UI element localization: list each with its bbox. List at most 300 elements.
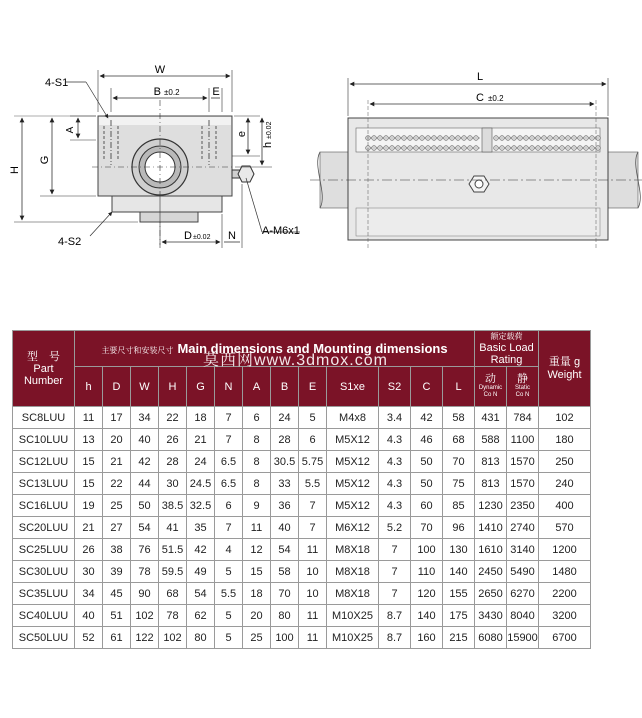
table-cell: M8X18 — [327, 561, 379, 583]
table-cell: 431 — [475, 407, 507, 429]
weight-cn: 重量 g — [548, 355, 581, 368]
ball-bearing — [414, 146, 419, 151]
table-cell: 122 — [131, 627, 159, 649]
table-cell: 41 — [159, 517, 187, 539]
table-cell: 1230 — [475, 495, 507, 517]
column-header-g: G — [187, 367, 215, 407]
table-cell: 4.3 — [379, 451, 411, 473]
table-cell: 17 — [103, 407, 131, 429]
load-rating-en2: Rating — [490, 354, 523, 366]
ball-bearing — [432, 136, 437, 141]
ball-bearing — [500, 146, 505, 151]
table-body — [13, 407, 591, 649]
ball-bearing — [426, 146, 431, 151]
table-cell: 102 — [539, 407, 591, 429]
column-header-d: D — [103, 367, 131, 407]
column-header-h: h — [75, 367, 103, 407]
ball-bearing — [572, 146, 577, 151]
technical-drawings — [0, 0, 642, 300]
ball-bearing — [554, 136, 559, 141]
ball-bearing — [494, 136, 499, 141]
table-cell: 50 — [411, 451, 443, 473]
table-row — [13, 517, 591, 539]
ball-bearing — [474, 146, 479, 151]
dim-H: H — [9, 166, 21, 174]
part-number-cell: SC25LUU — [13, 539, 75, 561]
dim-e: e — [236, 130, 248, 138]
dimension-table — [12, 330, 591, 649]
table-cell: 8.7 — [379, 627, 411, 649]
table-cell: 813 — [475, 451, 507, 473]
table-cell: 42 — [131, 451, 159, 473]
table-cell: 40 — [131, 429, 159, 451]
table-row — [13, 605, 591, 627]
ball-bearing — [414, 136, 419, 141]
table-cell: 1100 — [507, 429, 539, 451]
table-cell: 8.7 — [379, 605, 411, 627]
table-row — [13, 583, 591, 605]
table-cell: 7 — [379, 583, 411, 605]
ball-bearing — [578, 146, 583, 151]
label-A-M6x1: A-M6x1 — [262, 225, 300, 237]
part-number-cell: SC8LUU — [13, 407, 75, 429]
table-cell: 68 — [443, 429, 475, 451]
table-cell: 32.5 — [187, 495, 215, 517]
table-row — [13, 627, 591, 649]
dim-L: L — [476, 71, 484, 83]
main-dimensions-header — [75, 331, 475, 367]
part-number-cn: 型 号 — [27, 350, 60, 363]
table-cell: 1410 — [475, 517, 507, 539]
table-cell: 2200 — [539, 583, 591, 605]
table-cell: 8 — [243, 451, 271, 473]
table-cell: 813 — [475, 473, 507, 495]
table-cell: 21 — [75, 517, 103, 539]
table-cell: M5X12 — [327, 451, 379, 473]
ball-bearing — [542, 136, 547, 141]
column-header-s2: S2 — [379, 367, 411, 407]
table-cell: 400 — [539, 495, 591, 517]
table-cell: 70 — [271, 583, 299, 605]
table-cell: 2450 — [475, 561, 507, 583]
table-cell: 54 — [131, 517, 159, 539]
table-cell: 50 — [411, 473, 443, 495]
table-cell: 10 — [299, 561, 327, 583]
dim-D-tol: ±0.02 — [193, 234, 211, 241]
static-en: Static — [514, 385, 530, 391]
table-cell: 6270 — [507, 583, 539, 605]
part-number-cell: SC16LUU — [13, 495, 75, 517]
ball-bearing — [560, 136, 565, 141]
ball-bearing — [474, 136, 479, 141]
table-cell: 4.3 — [379, 495, 411, 517]
table-cell: 13 — [75, 429, 103, 451]
table-cell: 7 — [379, 539, 411, 561]
table-cell: 102 — [131, 605, 159, 627]
ball-bearing — [524, 136, 529, 141]
weight-header — [539, 331, 591, 407]
ball-bearing — [536, 146, 541, 151]
ball-bearing — [572, 136, 577, 141]
table-cell: 6700 — [539, 627, 591, 649]
ball-bearing — [518, 136, 523, 141]
table-cell: 7 — [215, 407, 243, 429]
table-row — [13, 561, 591, 583]
ball-bearing — [524, 146, 529, 151]
table-cell: 80 — [187, 627, 215, 649]
ball-bearing — [426, 136, 431, 141]
table-cell: 8 — [243, 429, 271, 451]
ball-bearing — [384, 136, 389, 141]
table-cell: 120 — [411, 583, 443, 605]
ball-bearing — [456, 136, 461, 141]
table-cell: 25 — [103, 495, 131, 517]
ball-bearing — [578, 136, 583, 141]
part-number-cell: SC20LUU — [13, 517, 75, 539]
ball-bearing — [456, 146, 461, 151]
side-view — [310, 71, 642, 248]
table-row — [13, 473, 591, 495]
table-cell: 39 — [103, 561, 131, 583]
part-number-cell: SC13LUU — [13, 473, 75, 495]
table-cell: 22 — [159, 407, 187, 429]
table-cell: 18 — [243, 583, 271, 605]
table-cell: 5 — [215, 605, 243, 627]
table-cell: 54 — [271, 539, 299, 561]
table-cell: 5 — [299, 407, 327, 429]
table-cell: M6X12 — [327, 517, 379, 539]
table-cell: 3200 — [539, 605, 591, 627]
table-cell: 51 — [103, 605, 131, 627]
table-cell: 140 — [411, 605, 443, 627]
table-row — [13, 495, 591, 517]
watermark: 莫西网www.3dmox.com — [203, 352, 388, 369]
table-cell: 12 — [243, 539, 271, 561]
table-cell: 28 — [159, 451, 187, 473]
ball-bearing — [512, 136, 517, 141]
table-cell: 7 — [299, 517, 327, 539]
table-cell: 160 — [411, 627, 443, 649]
table-cell: 34 — [75, 583, 103, 605]
table-cell: 85 — [443, 495, 475, 517]
ball-bearing — [396, 146, 401, 151]
table-cell: 35 — [187, 517, 215, 539]
ball-bearing — [530, 136, 535, 141]
ball-bearing — [438, 146, 443, 151]
dynamic-unit: Co N — [483, 392, 498, 398]
table-cell: 1610 — [475, 539, 507, 561]
table-cell: 70 — [411, 517, 443, 539]
table-cell: 6 — [243, 407, 271, 429]
table-cell: 24 — [187, 451, 215, 473]
ball-bearing — [378, 146, 383, 151]
ball-bearing — [372, 146, 377, 151]
table-cell: 6.5 — [215, 451, 243, 473]
table-cell: 4.3 — [379, 429, 411, 451]
load-rating-header — [475, 331, 539, 367]
table-cell: 19 — [75, 495, 103, 517]
table-cell: 15 — [243, 561, 271, 583]
table-cell: 40 — [75, 605, 103, 627]
part-number-header — [13, 331, 75, 407]
part-number-cell: SC10LUU — [13, 429, 75, 451]
table-cell: 215 — [443, 627, 475, 649]
dim-h-tol: ±0.02 — [266, 121, 273, 139]
table-cell: 5.5 — [299, 473, 327, 495]
table-cell: 11 — [299, 539, 327, 561]
table-cell: 2350 — [507, 495, 539, 517]
ball-bearing — [590, 146, 595, 151]
dim-h: h — [262, 141, 274, 148]
table-cell: 58 — [443, 407, 475, 429]
ball-bearing — [408, 146, 413, 151]
table-cell: 5.2 — [379, 517, 411, 539]
dynamic-en: Dynamic — [478, 385, 503, 391]
column-header-w: W — [131, 367, 159, 407]
table-cell: 5.75 — [299, 451, 327, 473]
ball-bearing — [560, 146, 565, 151]
table-cell: M4x8 — [327, 407, 379, 429]
part-number-cell: SC35LUU — [13, 583, 75, 605]
table-cell: 78 — [131, 561, 159, 583]
ball-bearing — [542, 146, 547, 151]
table-cell: 7 — [299, 495, 327, 517]
ball-bearing — [506, 136, 511, 141]
ball-bearing — [402, 136, 407, 141]
ball-bearing — [444, 146, 449, 151]
table-cell: 52 — [75, 627, 103, 649]
column-header-b: B — [271, 367, 299, 407]
ball-bearing — [420, 136, 425, 141]
ball-bearing — [468, 136, 473, 141]
static-cn: 静 — [517, 373, 528, 385]
table-cell: 36 — [271, 495, 299, 517]
ball-bearing — [566, 136, 571, 141]
table-cell: 25 — [243, 627, 271, 649]
column-header-h: H — [159, 367, 187, 407]
ball-bearing — [506, 146, 511, 151]
table-cell: M5X12 — [327, 473, 379, 495]
column-header-c: C — [411, 367, 443, 407]
column-header-n: N — [215, 367, 243, 407]
table-cell: 6 — [299, 429, 327, 451]
ball-bearing — [590, 136, 595, 141]
dim-N: N — [228, 230, 236, 242]
table-cell: 5490 — [507, 561, 539, 583]
ball-bearing — [554, 146, 559, 151]
table-row — [13, 539, 591, 561]
table-cell: 11 — [299, 605, 327, 627]
table-cell: 50 — [131, 495, 159, 517]
table-cell: 58 — [271, 561, 299, 583]
table-cell: 20 — [103, 429, 131, 451]
label-4-S1: 4-S1 — [45, 77, 69, 89]
ball-bearing — [530, 146, 535, 151]
table-row — [13, 429, 591, 451]
table-cell: 7 — [215, 429, 243, 451]
column-header-s1xe: S1xe — [327, 367, 379, 407]
dim-D: D — [184, 230, 192, 242]
table-cell: 26 — [75, 539, 103, 561]
table-cell: 8040 — [507, 605, 539, 627]
ball-bearing — [402, 146, 407, 151]
table-cell: M8X18 — [327, 539, 379, 561]
table-cell: M10X25 — [327, 627, 379, 649]
table-cell: 3430 — [475, 605, 507, 627]
ball-bearing — [596, 136, 601, 141]
table-cell: 240 — [539, 473, 591, 495]
ball-bearing — [584, 136, 589, 141]
table-cell: 140 — [443, 561, 475, 583]
part-number-cell: SC30LUU — [13, 561, 75, 583]
table-cell: 24.5 — [187, 473, 215, 495]
table-cell: 180 — [539, 429, 591, 451]
table-cell: 11 — [243, 517, 271, 539]
dim-W: W — [154, 64, 166, 76]
dim-A: A — [65, 126, 76, 134]
column-header-l: L — [443, 367, 475, 407]
table-cell: 21 — [103, 451, 131, 473]
ball-bearing — [536, 136, 541, 141]
ball-bearing — [390, 146, 395, 151]
main-dimensions-cn: 主要尺寸和安装尺寸 — [101, 346, 174, 355]
column-header-row — [13, 367, 591, 407]
table-cell: 5 — [215, 627, 243, 649]
table-cell: 33 — [271, 473, 299, 495]
table-cell: 102 — [159, 627, 187, 649]
label-4-S2: 4-S2 — [58, 236, 82, 248]
ball-bearing — [584, 146, 589, 151]
table-cell: M5X12 — [327, 495, 379, 517]
front-view — [9, 64, 300, 248]
ball-bearing — [596, 146, 601, 151]
ball-bearing — [390, 136, 395, 141]
column-header-e: E — [299, 367, 327, 407]
ball-bearing — [462, 146, 467, 151]
table-cell: 1570 — [507, 451, 539, 473]
dim-C-tol: ±0.2 — [488, 94, 504, 103]
table-cell: 5 — [215, 561, 243, 583]
ball-bearing — [432, 146, 437, 151]
table-cell: 8 — [243, 473, 271, 495]
table-cell: 130 — [443, 539, 475, 561]
table-cell: 30 — [75, 561, 103, 583]
table-cell: 30.5 — [271, 451, 299, 473]
table-cell: 1570 — [507, 473, 539, 495]
table-cell: 24 — [271, 407, 299, 429]
table-cell: 38.5 — [159, 495, 187, 517]
table-cell: 10 — [299, 583, 327, 605]
ball-bearing — [468, 146, 473, 151]
table-cell: 110 — [411, 561, 443, 583]
table-cell: M10X25 — [327, 605, 379, 627]
ball-bearing — [494, 146, 499, 151]
column-header-a: A — [243, 367, 271, 407]
table-cell: 21 — [187, 429, 215, 451]
table-cell: 90 — [131, 583, 159, 605]
part-number-cell: SC50LUU — [13, 627, 75, 649]
dynamic-header — [475, 367, 507, 407]
ball-bearing — [518, 146, 523, 151]
table-cell: 9 — [243, 495, 271, 517]
table-cell: 11 — [75, 407, 103, 429]
table-cell: 45 — [103, 583, 131, 605]
table-cell: 26 — [159, 429, 187, 451]
ball-bearing — [396, 136, 401, 141]
table-cell: 54 — [187, 583, 215, 605]
weight-en: Weight — [547, 368, 582, 381]
table-cell: 4 — [215, 539, 243, 561]
ball-bearing — [512, 146, 517, 151]
table-cell: 175 — [443, 605, 475, 627]
ball-bearing — [384, 146, 389, 151]
table-cell: 2650 — [475, 583, 507, 605]
table-cell: 2740 — [507, 517, 539, 539]
table-cell: M8X18 — [327, 583, 379, 605]
ball-bearing — [378, 136, 383, 141]
dim-E: E — [212, 86, 220, 98]
table-cell: 15 — [75, 451, 103, 473]
table-cell: 68 — [159, 583, 187, 605]
part-number-en: Part Number — [23, 362, 64, 387]
table-cell: 250 — [539, 451, 591, 473]
table-cell: 7 — [215, 517, 243, 539]
ball-bearing — [548, 146, 553, 151]
table-cell: 46 — [411, 429, 443, 451]
table-cell: 60 — [411, 495, 443, 517]
ball-bearing — [438, 136, 443, 141]
ball-bearing — [500, 136, 505, 141]
table-row — [13, 407, 591, 429]
table-row — [13, 451, 591, 473]
table-cell: M5X12 — [327, 429, 379, 451]
table-cell: 3.4 — [379, 407, 411, 429]
ball-bearing — [548, 136, 553, 141]
dim-C: C — [476, 92, 484, 104]
table-cell: 76 — [131, 539, 159, 561]
table-cell: 15900 — [507, 627, 539, 649]
table-cell: 11 — [299, 627, 327, 649]
table-cell: 100 — [271, 627, 299, 649]
table-cell: 70 — [443, 451, 475, 473]
ball-bearing — [450, 136, 455, 141]
table-cell: 80 — [271, 605, 299, 627]
part-number-cell: SC40LUU — [13, 605, 75, 627]
table-cell: 30 — [159, 473, 187, 495]
ball-bearing — [462, 136, 467, 141]
table-cell: 42 — [411, 407, 443, 429]
static-header — [507, 367, 539, 407]
table-cell: 3140 — [507, 539, 539, 561]
load-rating-cn: 额定载荷 — [490, 332, 523, 341]
table-cell: 38 — [103, 539, 131, 561]
table-cell: 1480 — [539, 561, 591, 583]
table-cell: 15 — [75, 473, 103, 495]
ball-bearing — [408, 136, 413, 141]
table-cell: 40 — [271, 517, 299, 539]
ball-bearing — [450, 146, 455, 151]
table-cell: 155 — [443, 583, 475, 605]
ball-bearing — [420, 146, 425, 151]
dynamic-cn: 动 — [485, 373, 496, 385]
table-cell: 62 — [187, 605, 215, 627]
table-cell: 28 — [271, 429, 299, 451]
static-unit: Co N — [515, 392, 530, 398]
table-cell: 4.3 — [379, 473, 411, 495]
table-cell: 51.5 — [159, 539, 187, 561]
dim-G: G — [39, 155, 51, 165]
main-dimensions-en: Main dimensions and Mounting dimensions — [177, 341, 448, 356]
